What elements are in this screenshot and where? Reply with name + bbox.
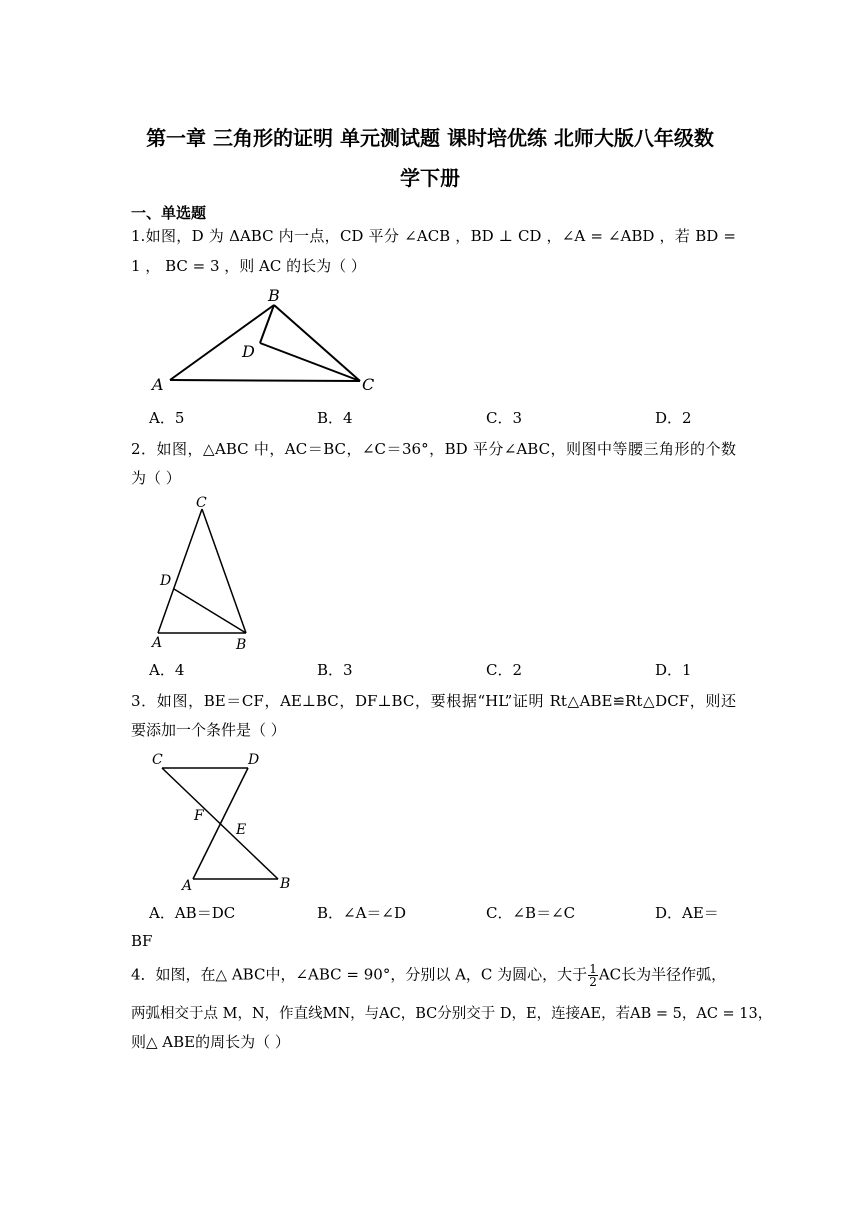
q3-option-a[interactable]: A．AB＝DC bbox=[149, 904, 236, 922]
q3-option-d-wrap: BF bbox=[131, 932, 153, 950]
q4-text-line2: 两弧相交于点 M，N，作直线MN，与AC，BC分别交于 D，E，连接AE，若AB = 5，AC = 13， bbox=[131, 1006, 773, 1022]
q2-option-a[interactable]: A．4 bbox=[149, 661, 185, 679]
q3-text-line2: 要添加一个条件是（ ） bbox=[131, 721, 286, 739]
q3-text-line1: 3．如图，BE＝CF，AE⊥BC，DF⊥BC，要根据“HL”证明 Rt△ABE≌Rt△DCF，则还 bbox=[131, 692, 736, 710]
q4-text-line1 bbox=[131, 963, 736, 988]
q3-label-d: D bbox=[248, 752, 260, 768]
q1-label-b: B bbox=[268, 286, 280, 305]
q1-option-d[interactable]: D．2 bbox=[655, 409, 692, 427]
q2-label-a: A bbox=[152, 635, 163, 651]
q2-label-b: B bbox=[236, 637, 247, 653]
q2-text-line1: 2．如图，△ABC 中，AC＝BC，∠C＝36°，BD 平分∠ABC，则图中等腰三角形的个数 bbox=[131, 440, 736, 458]
q3-option-d[interactable]: D．AE＝ bbox=[655, 904, 719, 922]
q1-option-b[interactable]: B．4 bbox=[317, 409, 353, 427]
q1-text-line2: 1 ， BC = 3 ，则 AC 的长为（ ） bbox=[131, 257, 366, 275]
q2-label-c: C bbox=[196, 495, 207, 511]
q1-label-a: A bbox=[152, 375, 164, 394]
q4-fraction bbox=[588, 963, 598, 988]
q4-fraction-denominator: 2 bbox=[589, 975, 597, 989]
q3-option-c[interactable]: C．∠B＝∠C bbox=[486, 904, 576, 922]
q3-option-b[interactable]: B．∠A＝∠D bbox=[317, 904, 407, 922]
q2-figure bbox=[148, 493, 268, 653]
q2-text-line2: 为（ ） bbox=[131, 469, 181, 487]
q4-text-part1: 4．如图，在△ ABC中，∠ABC = 90°，分别以 A，C 为圆心，大于 bbox=[131, 965, 588, 984]
q1-label-c: C bbox=[362, 375, 375, 394]
q4-text-line3: 则△ ABE的周长为（ ） bbox=[131, 1033, 290, 1051]
q3-label-c: C bbox=[152, 752, 163, 768]
page-title: 第一章 三角形的证明 单元测试题 课时培优练 北师大版八年级数 bbox=[146, 126, 714, 150]
q1-option-c[interactable]: C．3 bbox=[486, 409, 523, 427]
q1-text-line1: 1.如图，D 为 ΔABC 内一点，CD 平分 ∠ACB ，BD ⊥ CD ，∠A = ∠ABD ，若 BD = bbox=[131, 227, 736, 245]
q1-figure bbox=[148, 285, 388, 395]
section-heading: 一、单选题 bbox=[131, 204, 207, 222]
q3-figure bbox=[148, 748, 308, 893]
q4-text-part2: AC长为半径作弧， bbox=[598, 965, 727, 984]
q3-label-f: F bbox=[194, 808, 204, 824]
q3-label-a: A bbox=[182, 878, 193, 893]
q4-fraction-numerator: 1 bbox=[589, 962, 597, 976]
q2-option-b[interactable]: B．3 bbox=[317, 661, 353, 679]
q3-label-e: E bbox=[236, 822, 247, 838]
q2-option-c[interactable]: C．2 bbox=[486, 661, 523, 679]
q3-label-b: B bbox=[280, 876, 291, 892]
q1-label-d: D bbox=[242, 342, 255, 361]
q1-option-a[interactable]: A．5 bbox=[149, 409, 185, 427]
q2-label-d: D bbox=[160, 573, 172, 589]
page-title-continued: 学下册 bbox=[400, 166, 460, 190]
q2-option-d[interactable]: D．1 bbox=[655, 661, 692, 679]
